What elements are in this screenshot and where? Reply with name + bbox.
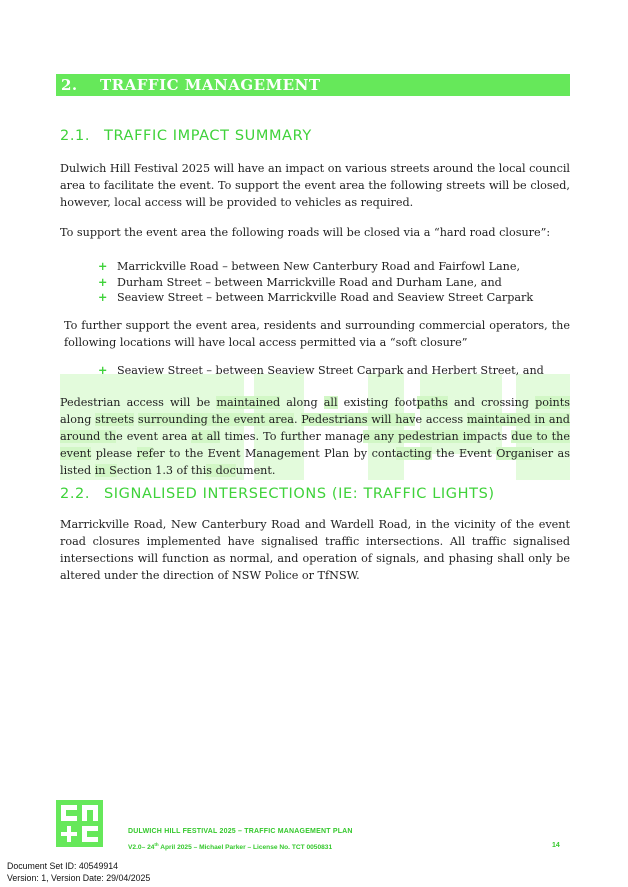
list-item: + Seaview Street – between Seaview Street Carpark and Herbert Street, and xyxy=(98,364,544,377)
paragraph-soft-closure-intro: To further support the event area, residents and surrounding commercial operators, the following locations will have local access permitted via a “soft closure” xyxy=(64,319,570,349)
catc-logo xyxy=(56,800,103,847)
paragraph-hard-closure-intro: To support the event area the following roads will be closed via a “hard road closure”: xyxy=(60,226,551,239)
paragraph-pedestrian-access xyxy=(60,394,570,479)
highlighted-text: maintained xyxy=(216,396,281,409)
section-heading-bar xyxy=(56,74,570,96)
soft-closure-list xyxy=(98,363,544,379)
paragraph-text: iser as listed xyxy=(60,447,570,477)
highlighted-text: paths xyxy=(416,396,448,409)
page-number: 14 xyxy=(552,842,560,849)
highlighted-text: e any pedestrian im xyxy=(363,430,477,443)
paragraph-text: times. To further manag xyxy=(220,430,364,443)
footer-title: DULWICH HILL FESTIVAL 2025 – TRAFFIC MANAGEMENT PLAN xyxy=(128,828,353,835)
document-version: Version: 1, Version Date: 29/04/2025 xyxy=(7,873,151,883)
highlighted-text: streets xyxy=(95,413,135,426)
highlighted-text: due to the event xyxy=(60,430,570,460)
plus-bullet-icon: + xyxy=(98,275,108,289)
highlighted-text: maintained in and around th xyxy=(60,413,570,443)
subsection-heading-2-2 xyxy=(60,486,495,502)
paragraph-text: the Event xyxy=(431,447,497,460)
subsection-title: TRAFFIC IMPACT SUMMARY xyxy=(104,128,312,144)
paragraph-text: e access xyxy=(415,413,467,426)
footer-subtitle: V2.0– 24th April 2025 – Michael Parker – License No. TCT 0050831 xyxy=(128,842,333,852)
list-item: + Marrickville Road – between New Canterbury Road and Fairfowl Lane, xyxy=(98,260,521,273)
section-number: 2. xyxy=(61,76,78,94)
highlighted-text: surrounding the event area xyxy=(137,413,294,426)
paragraph-text: ument. xyxy=(235,464,276,477)
plus-bullet-icon: + xyxy=(98,291,108,304)
highlighted-text: s doc xyxy=(206,464,236,477)
highlighted-text: Pedestrians will hav xyxy=(301,413,416,426)
highlighted-text: ref xyxy=(136,447,153,460)
paragraph-text: ection 1.3 of thi xyxy=(116,464,207,477)
highlighted-text: at all xyxy=(191,430,221,443)
paragraph-text: and crossing xyxy=(447,396,536,409)
plus-bullet-icon: + xyxy=(98,260,108,273)
subsection-title: SIGNALISED INTERSECTIONS (IE: TRAFFIC LIGHTS) xyxy=(104,486,495,502)
highlighted-text: acting xyxy=(396,447,432,460)
paragraph-impact: Dulwich Hill Festival 2025 will have an impact on various streets around the local council area to facilitate the event. To support the event area the following streets will be closed, however, local access will be provided to vehicles as required. xyxy=(60,162,570,209)
highlighted-text: Organ xyxy=(496,447,532,460)
highlighted-text: in S xyxy=(94,464,117,477)
highlighted-text: points xyxy=(535,396,570,409)
paragraph-text: along xyxy=(280,396,324,409)
document-set-id: Document Set ID: 40549914 xyxy=(7,861,119,871)
hard-closure-list xyxy=(98,259,533,306)
list-item: + Seaview Street – between Marrickville Road and Seaview Street Carpark xyxy=(98,291,534,304)
section-title: TRAFFIC MANAGEMENT xyxy=(100,76,321,94)
paragraph-text: along xyxy=(60,413,96,426)
list-item: + Durham Street – between Marrickville Road and Durham Lane, and xyxy=(98,275,502,289)
paragraph-signalised-intersections: Marrickville Road, New Canterbury Road and Wardell Road, in the vicinity of the event road closures implemented have signalised traffic intersections. All traffic signalised intersections will function as normal, and operation of signals, and phasing shall only be altered under the direction of NSW Police or TfNSW. xyxy=(60,518,570,582)
subsection-number: 2.2. xyxy=(60,486,91,502)
paragraph-text: . xyxy=(293,413,302,426)
paragraph-text: existing foot xyxy=(337,396,417,409)
paragraph-text: er to the Event Management Plan by cont xyxy=(152,447,397,460)
plus-bullet-icon: + xyxy=(98,364,108,377)
paragraph-text: pacts xyxy=(476,430,512,443)
paragraph-text: Pedestrian access will be xyxy=(60,396,217,409)
subsection-number: 2.1. xyxy=(60,128,91,144)
paragraph-text: e event area xyxy=(116,430,192,443)
subsection-heading-2-1 xyxy=(60,128,312,144)
paragraph-text: please xyxy=(91,447,137,460)
highlighted-text: all xyxy=(323,396,338,409)
